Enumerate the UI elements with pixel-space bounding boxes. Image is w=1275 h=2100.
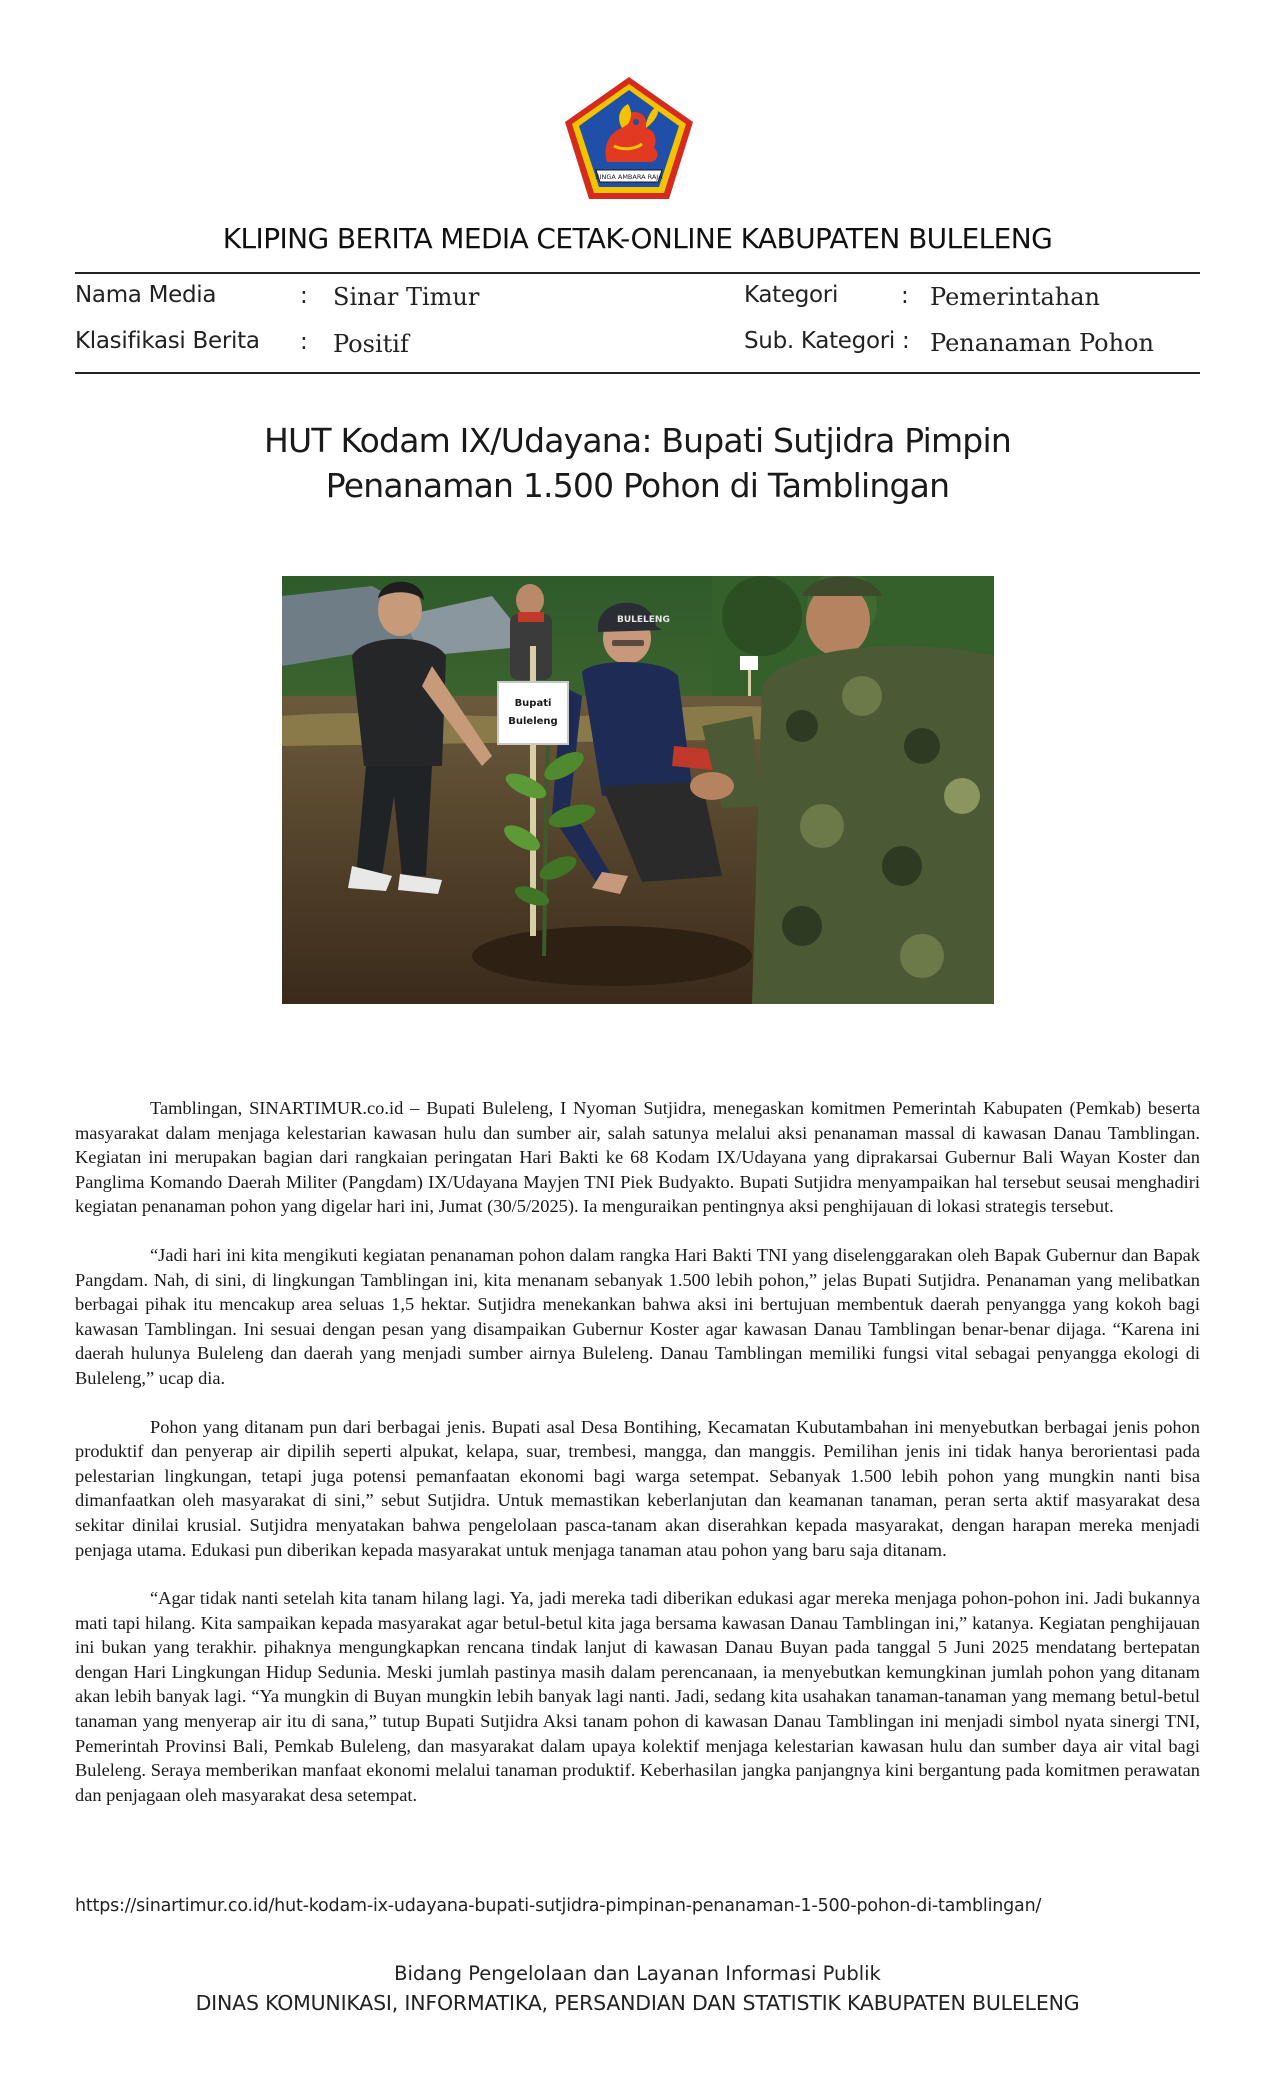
media-name-label: Nama Media <box>75 282 217 308</box>
buleleng-regency-logo <box>562 74 696 202</box>
category-colon: : <box>901 283 909 309</box>
article-paragraph-2: “Jadi hari ini kita mengikuti kegiatan penanaman pohon dalam rangka Hari Bakti TNI yang diselenggarakan oleh Bapak Gubernur dan Bapak Pangdam. Nah, di sini, di lingkungan Tamblingan ini, kita menanam sebanyak 1.500 lebih pohon,” jelas Bupati Sutjidra. Penanaman yang melibatkan berbagai pihak itu mencakup area seluas 1,5 hektar. Sutjidra menekankan bahwa aksi ini bertujuan membentuk daerah penyangga yang kokoh bagi kawasan Tamblingan. Ini sesuai dengan pesan yang disampaikan Gubernur Koster agar kawasan Danau Tamblingan benar-benar dijaga. “Karena ini daerah hulunya Buleleng dan daerah yang menjadi sumber airnya Buleleng. Danau Tamblingan memiliki fungsi vital sebagai penyangga ekologi di Buleleng,” ucap dia. <box>75 1244 1200 1388</box>
classification-value: Positif <box>333 330 409 358</box>
footer-department: Bidang Pengelolaan dan Layanan Informasi Publik <box>394 1962 881 1985</box>
article-photo <box>282 576 994 1004</box>
lion-crest-icon <box>562 74 696 202</box>
clipping-header-title: KLIPING BERITA MEDIA CETAK-ONLINE KABUPATEN BULELENG <box>222 222 1053 255</box>
source-link[interactable]: https://sinartimur.co.id/hut-kodam-ix-udayana-bupati-sutjidra-pimpinan-penanaman-1-500-pohon-di-tamblingan/ <box>75 1896 1042 1916</box>
media-name-value: Sinar Timur <box>333 283 480 311</box>
media-name-colon: : <box>300 283 308 309</box>
header-top-divider <box>75 272 1200 274</box>
article-paragraph-1: Tamblingan, SINARTIMUR.co.id – Bupati Buleleng, I Nyoman Sutjidra, menegaskan komitmen Pemerintah Kabupaten (Pemkab) beserta masyarakat dalam menjaga kelestarian kawasan hulu dan sumber air, salah satunya melalui aksi penanaman massal di kawasan Danau Tamblingan. Kegiatan ini merupakan bagian dari rangkaian peringatan Hari Bakti ke 68 Kodam IX/Udayana yang diprakarsai Gubernur Bali Wayan Koster dan Panglima Komando Daerah Militer (Pangdam) IX/Udayana Mayjen TNI Piek Budyakto. Bupati Sutjidra menyampaikan hal tersebut seusai menghadiri kegiatan penanaman pohon yang digelar hari ini, Jumat (30/5/2025). Ia menguraikan pentingnya aksi penghijauan di lokasi strategis tersebut. <box>75 1098 1200 1217</box>
article-paragraph-3: Pohon yang ditanam pun dari berbagai jenis. Bupati asal Desa Bontihing, Kecamatan Kubutambahan ini menyebutkan berbagai jenis pohon produktif dan penyerap air dipilih seperti alpukat, kelapa, suar, trembesi, mangga, dan manggis. Pemilihan jenis ini tidak hanya berorientasi pada pelestarian lingkungan, tetapi juga potensi pemanfaatan ekonomi bagi warga setempat. Sebanyak 1.500 lebih pohon yang mungkin nanti bisa dimanfaatkan oleh masyarakat di sini,” sebut Sutjidra. Untuk memastikan keberlanjutan dan keamanan tanaman, peran serta aktif masyarakat desa sekitar dinilai krusial. Sutjidra menyatakan bahwa pengelolaan pasca-tanam akan diserahkan kepada masyarakat, dengan harapan mereka menjadi penjaga utama. Edukasi pun diberikan kepada masyarakat untuk menjaga tanaman atau pohon yang baru saja ditanam. <box>75 1416 1200 1560</box>
article-title-line-1: HUT Kodam IX/Udayana: Bupati Sutjidra Pimpin <box>264 421 1011 460</box>
article-title <box>150 418 1125 508</box>
photo-sign-line-2: Buleleng <box>508 716 558 727</box>
logo-motto-text: SINGA AMBARA RAJA <box>595 173 663 181</box>
subcategory-value: Penanaman Pohon <box>930 329 1154 357</box>
classification-label: Klasifikasi Berita <box>75 328 260 354</box>
subcategory-label: Sub. Kategori : <box>744 328 910 354</box>
header-bottom-divider <box>75 372 1200 374</box>
article-title-line-2: Penanaman 1.500 Pohon di Tamblingan <box>325 466 950 505</box>
article-paragraph-4: “Agar tidak nanti setelah kita tanam hilang lagi. Ya, jadi mereka tadi diberikan edukasi agar mereka menjaga pohon-pohon ini. Jadi bukannya mati tapi hilang. Kita sampaikan kepada masyarakat agar betul-betul kita jaga bersama kawasan Danau Tamblingan ini,” katanya. Kegiatan penghijauan ini bukan yang terakhir. pihaknya mengungkapkan rencana tindak lanjut di kawasan Danau Buyan pada tanggal 5 Juni 2025 mendatang bertepatan dengan Hari Lingkungan Hidup Sedunia. Meski jumlah pastinya masih dalam perencanaan, ia menyebutkan kemungkinan jumlah pohon yang ditanam akan lebih banyak lagi. “Ya mungkin di Buyan mungkin lebih banyak lagi nanti. Jadi, sedang kita usahakan tanaman-tanaman yang memang betul-betul tanaman yang menyerap air itu di sana,” tutup Bupati Sutjidra Aksi tanam pohon di kawasan Danau Tamblingan ini menjadi simbol nyata sinergi TNI, Pemerintah Provinsi Bali, Pemkab Buleleng, dan masyarakat dalam upaya kolektif menjaga kelestarian kawasan hulu dan sumber daya air vital bagi Buleleng. Seraya memberikan manfaat ekonomi melalui tanaman produktif. Keberhasilan jangka panjangnya kini bergantung pada komitmen perawatan dan penjagaan oleh masyarakat desa setempat. <box>75 1588 1200 1805</box>
photo-cap-text: BULELENG <box>617 615 670 625</box>
tree-planting-photo <box>282 576 994 1004</box>
footer-agency: DINAS KOMUNIKASI, INFORMATIKA, PERSANDIAN DAN STATISTIK KABUPATEN BULELENG <box>195 1991 1080 2015</box>
article-body <box>75 1096 1200 1807</box>
classification-colon: : <box>300 329 308 355</box>
category-label: Kategori <box>744 282 839 308</box>
photo-sign-line-1: Bupati <box>514 698 552 709</box>
category-value: Pemerintahan <box>930 283 1101 311</box>
